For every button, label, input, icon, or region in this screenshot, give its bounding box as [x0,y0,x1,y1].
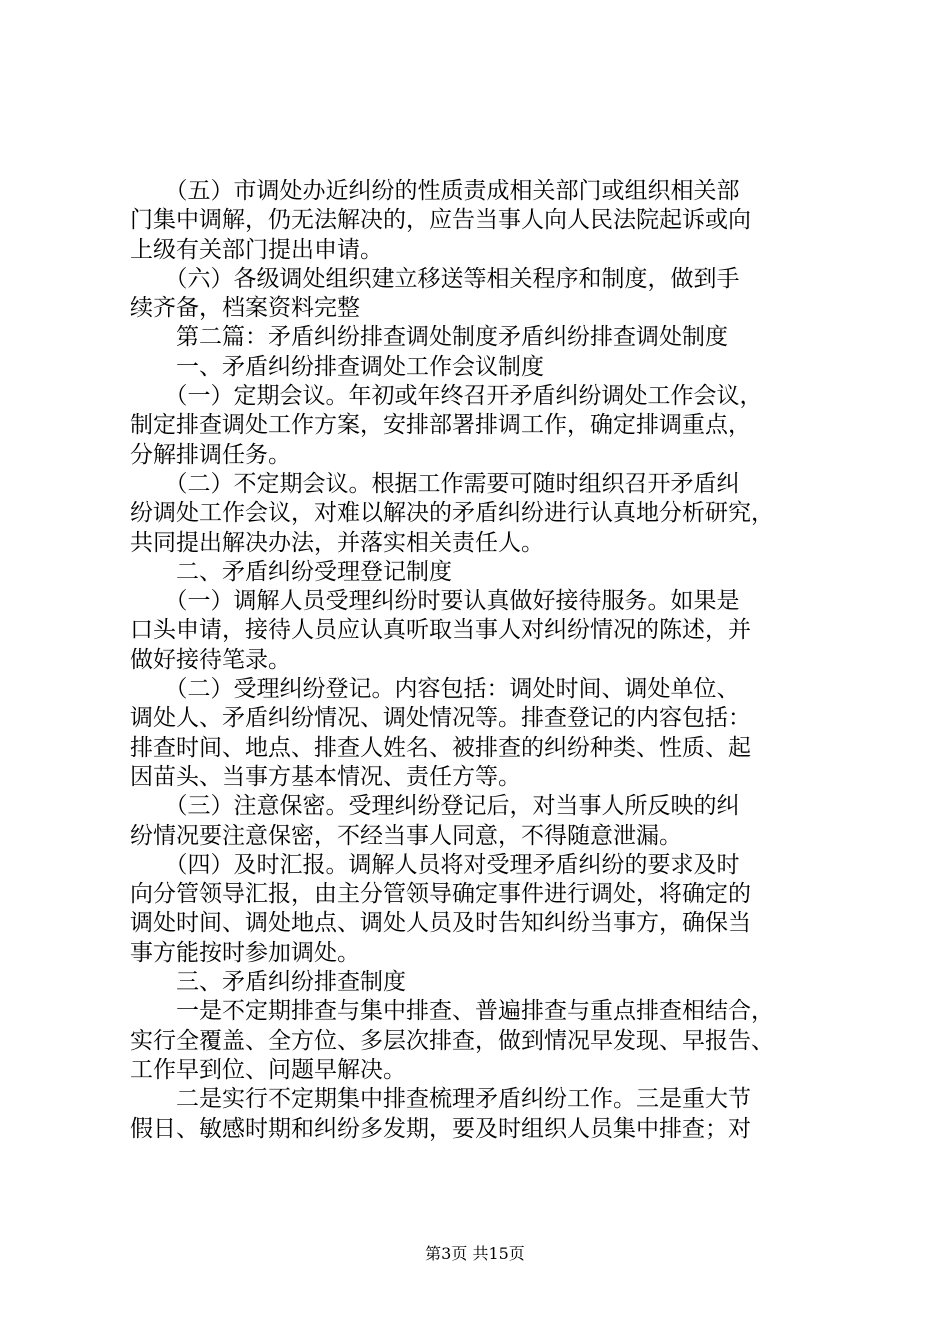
text-line: （二）受理纠纷登记。内容包括：调处时间、调处单位、 [130,676,740,703]
text-line: 二是实行不定期集中排查梳理矛盾纠纷工作。三是重大节 [130,1086,751,1113]
text-line: 事方能按时参加调处。 [130,939,360,966]
text-line: 三、矛盾纠纷排查制度 [130,969,406,996]
text-line: （六）各级调处组织建立移送等相关程序和制度，做到手 [130,265,740,292]
text-line: （一）调解人员受理纠纷时要认真做好接待服务。如果是 [130,588,740,615]
text-line: 调处人、矛盾纠纷情况、调处情况等。排查登记的内容包括： [130,705,751,732]
document-body [130,177,830,1144]
text-line: 续齐备，档案资料完整 [130,295,360,322]
text-line: 纷情况要注意保密，不经当事人同意，不得随意泄漏。 [130,822,682,849]
text-line: 实行全覆盖、全方位、多层次排查，做到情况早发现、早报告、 [130,1027,774,1054]
text-line: 制定排查调处工作方案，安排部署排调工作，确定排调重点， [130,412,751,439]
text-line: 做好接待笔录。 [130,646,291,673]
text-line: 调处时间、调处地点、调处人员及时告知纠纷当事方，确保当 [130,910,751,937]
text-line: 二、矛盾纠纷受理登记制度 [130,558,452,585]
page-number-footer: 第3页 共15页 [425,1244,525,1263]
text-line: 纷调处工作会议，对难以解决的矛盾纠纷进行认真地分析研究， [130,500,774,527]
text-line: （二）不定期会议。根据工作需要可随时组织召开矛盾纠 [130,470,740,497]
text-line: 一是不定期排查与集中排查、普遍排查与重点排查相结合， [130,998,774,1025]
text-line: 分解排调任务。 [130,441,291,468]
text-line: 上级有关部门提出申请。 [130,236,383,263]
text-line: （三）注意保密。受理纠纷登记后，对当事人所反映的纠 [130,793,740,820]
text-line: 一、矛盾纠纷排查调处工作会议制度 [130,353,544,380]
text-line: （四）及时汇报。调解人员将对受理矛盾纠纷的要求及时 [130,851,740,878]
text-line: （一）定期会议。年初或年终召开矛盾纠纷调处工作会议， [130,383,763,410]
text-line: 向分管领导汇报，由主分管领导确定事件进行调处，将确定的 [130,881,751,908]
text-line: 共同提出解决办法，并落实相关责任人。 [130,529,544,556]
text-line: 第二篇：矛盾纠纷排查调处制度矛盾纠纷排查调处制度 [130,324,728,351]
text-line: 因苗头、当事方基本情况、责任方等。 [130,763,521,790]
text-line: 口头申请，接待人员应认真听取当事人对纠纷情况的陈述，并 [130,617,751,644]
text-line: 排查时间、地点、排查人姓名、被排查的纠纷种类、性质、起 [130,734,751,761]
text-line: （五）市调处办近纠纷的性质责成相关部门或组织相关部 [130,178,740,204]
text-line: 假日、敏感时期和纠纷多发期，要及时组织人员集中排查；对 [130,1115,751,1142]
text-line: 工作早到位、问题早解决。 [130,1056,406,1083]
text-line: 门集中调解，仍无法解决的，应告当事人向人民法院起诉或向 [130,207,751,234]
